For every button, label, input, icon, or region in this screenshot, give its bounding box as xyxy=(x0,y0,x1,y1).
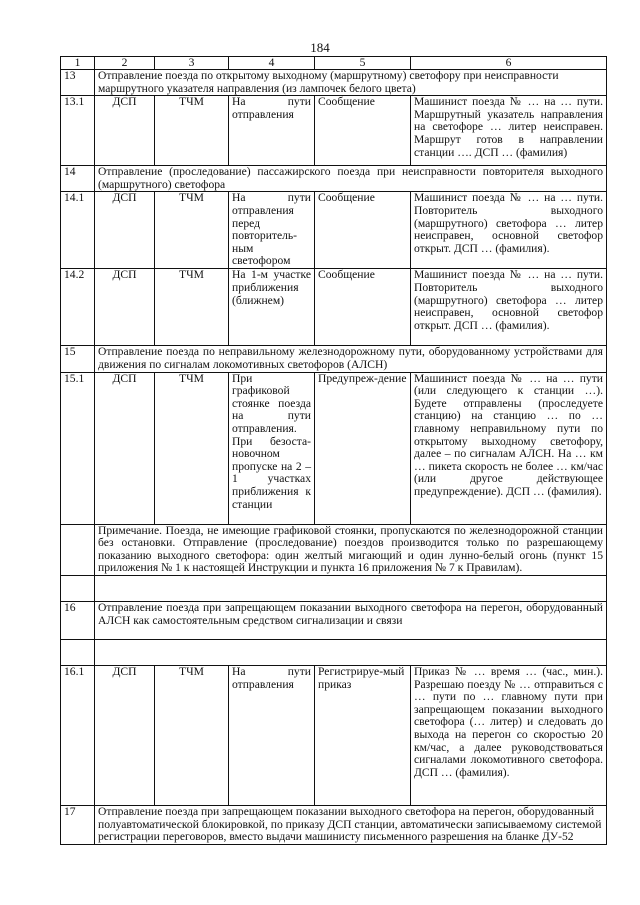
section-number: 13 xyxy=(61,70,95,96)
table-row xyxy=(61,269,607,346)
item-recipient: ТЧМ xyxy=(155,269,229,346)
item-type: Сообщение xyxy=(315,269,411,346)
note-row xyxy=(61,524,607,575)
blank-row xyxy=(61,575,607,601)
item-type: Предупреж-дение xyxy=(315,372,411,524)
item-sender: ДСП xyxy=(95,192,155,269)
header-cell: 4 xyxy=(229,57,315,70)
section-number: 17 xyxy=(61,805,95,844)
item-sender: ДСП xyxy=(95,96,155,166)
item-text: Приказ № … время … (час., мин.). Разрешаю поезду № … отправиться с … пути по … главному пути при запрещающем показании выходного светофора (… литер) и следовать до выхода на перегон со скоростью 20 км/час, а далее руководствоваться сигналами локомотивного светофора. ДСП … (фамилия). xyxy=(411,665,607,805)
section-row xyxy=(61,346,607,372)
section-title: Отправление поезда при запрещающем показании выходного светофора на перегон, оборудованный АЛСН как самостоятельным средством сигнализации и связи xyxy=(95,601,607,639)
item-number: 15.1 xyxy=(61,372,95,524)
section-row xyxy=(61,166,607,192)
table-row xyxy=(61,96,607,166)
item-type: Сообщение xyxy=(315,96,411,166)
item-recipient: ТЧМ xyxy=(155,372,229,524)
page-number: 184 xyxy=(310,40,330,55)
item-number: 16.1 xyxy=(61,665,95,805)
section-title: Отправление (проследование) пассажирского поезда при неисправности повторителя выходного (маршрутного) светофора xyxy=(95,166,607,192)
header-cell: 5 xyxy=(315,57,411,70)
section-row xyxy=(61,805,607,844)
section-number: 15 xyxy=(61,346,95,372)
item-number: 14.1 xyxy=(61,192,95,269)
item-when: На 1-м участке приближения (ближнем) xyxy=(229,269,315,346)
instruction-table xyxy=(60,56,607,845)
section-row xyxy=(61,601,607,639)
item-number: 13.1 xyxy=(61,96,95,166)
section-row xyxy=(61,70,607,96)
header-row xyxy=(61,57,607,70)
item-when: На пути отправления xyxy=(229,96,315,166)
table-row xyxy=(61,372,607,524)
blank-row xyxy=(61,639,607,665)
item-text: Машинист поезда № … на … пути. Повторитель выходного (маршрутного) светофора … литер неисправен, основной светофор открыт. ДСП … (фамилия). xyxy=(411,192,607,269)
header-cell: 1 xyxy=(61,57,95,70)
item-sender: ДСП xyxy=(95,372,155,524)
table-row xyxy=(61,192,607,269)
note-spacer xyxy=(61,524,95,575)
table-row xyxy=(61,665,607,805)
blank-cell xyxy=(95,575,607,601)
header-cell: 2 xyxy=(95,57,155,70)
header-cell: 3 xyxy=(155,57,229,70)
section-title: Отправление поезда по открытому выходному (маршрутному) светофору при неисправности маршрутного указателя направления (из лампочек белого цвета) xyxy=(95,70,607,96)
section-title: Отправление поезда по неправильному железнодорожному пути, оборудованному устройствами для движения по сигналам локомотивных светофоров (АЛСН) xyxy=(95,346,607,372)
item-recipient: ТЧМ xyxy=(155,665,229,805)
blank-cell xyxy=(61,575,95,601)
item-when: На пути отправления xyxy=(229,665,315,805)
item-when: На пути отправления перед повторитель-ным светофором xyxy=(229,192,315,269)
item-text: Машинист поезда № … на … пути. Маршрутный указатель направления на светофоре … литер неисправен. Маршрут готов в направлении станции …. ДСП … (фамилия) xyxy=(411,96,607,166)
item-type: Регистрируе-мый приказ xyxy=(315,665,411,805)
item-text: Машинист поезда № … на … пути (или следующего к станции …). Будете отправлены (проследуете станцию) на станцию … по … главному неправильному пути по открытому выходному светофору, далее – по сигналам АЛСН. На … км … пикета скорость не более … км/час (или другое действующее предупреждение). ДСП … (фамилия). xyxy=(411,372,607,524)
item-recipient: ТЧМ xyxy=(155,96,229,166)
blank-cell xyxy=(95,639,607,665)
section-number: 16 xyxy=(61,601,95,639)
item-sender: ДСП xyxy=(95,269,155,346)
item-sender: ДСП xyxy=(95,665,155,805)
section-title: Отправление поезда при запрещающем показании выходного светофора на перегон, оборудованный полуавтоматической блокировкой, по приказу ДСП станции, автоматически записываемому системой регистрации переговоров, вместо выдачи машинисту письменного разрешения на бланке ДУ-52 xyxy=(95,805,607,844)
item-type: Сообщение xyxy=(315,192,411,269)
note-text: Примечание. Поезда, не имеющие графиковой стоянки, пропускаются по железнодорожной станции без остановки. Отправление (проследование) поездов производится только по разрешающему показанию выходного светофора: один желтый мигающий и один лунно-белый огонь (пункт 15 приложения № 1 к настоящей Инструкции и пункта 16 приложения № 7 к Правилам). xyxy=(95,524,607,575)
item-number: 14.2 xyxy=(61,269,95,346)
item-recipient: ТЧМ xyxy=(155,192,229,269)
header-cell: 6 xyxy=(411,57,607,70)
item-text: Машинист поезда № … на … пути. Повторитель выходного (маршрутного) светофора … литер неисправен, основной светофор открыт. ДСП … (фамилия). xyxy=(411,269,607,346)
blank-cell xyxy=(61,639,95,665)
item-when: При графиковой стоянке поезда на пути отправления. При безоста-новочном пропуске на 2 – 1 участках приближения к станции xyxy=(229,372,315,524)
section-number: 14 xyxy=(61,166,95,192)
